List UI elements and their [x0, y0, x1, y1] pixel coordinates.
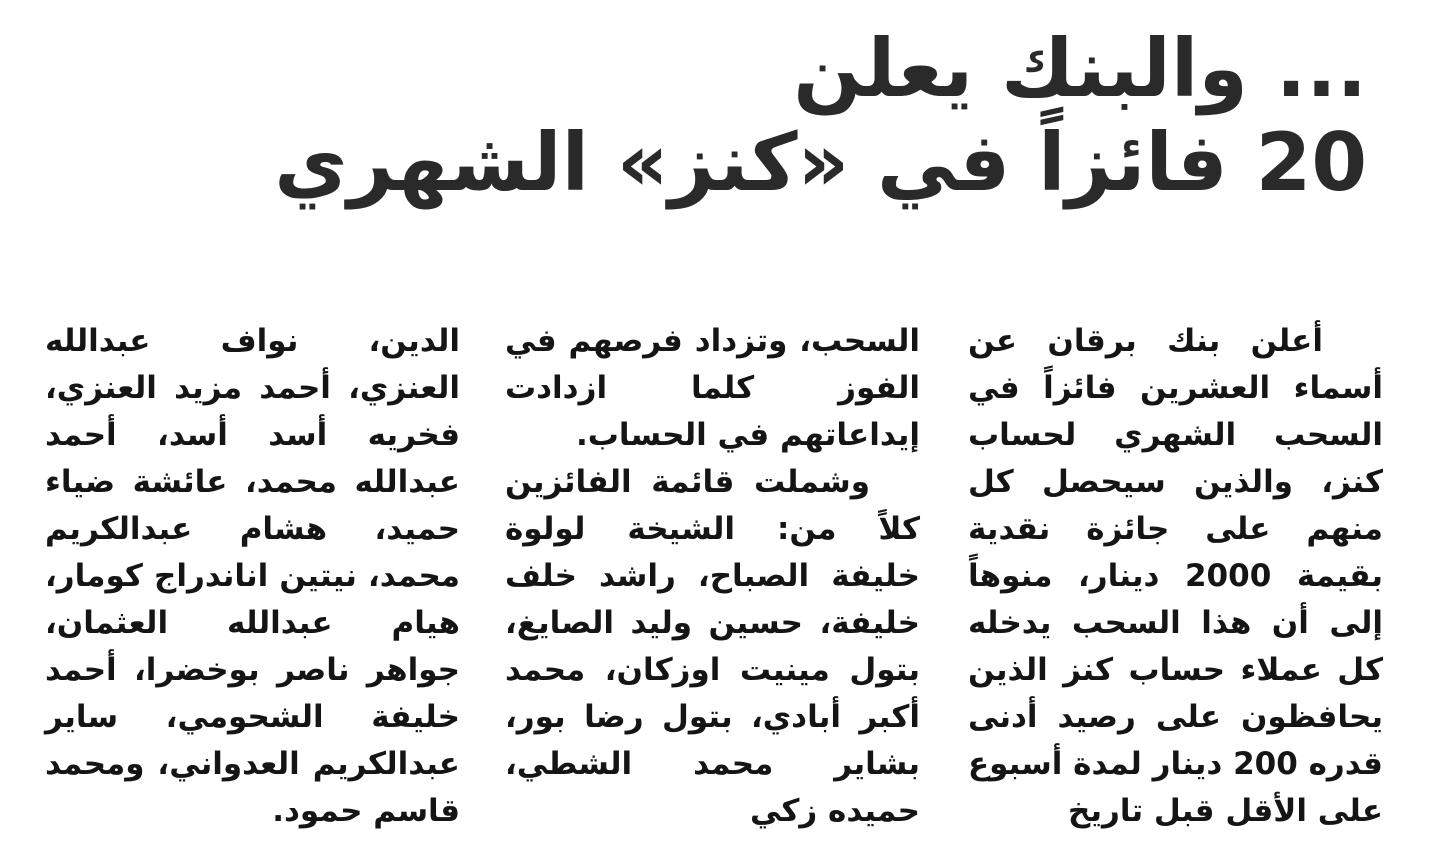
- column-2-paragraph-2: وشملت قائمة الفائزين كلاً من: الشيخة لولوة خليفة الصباح، راشد خلف خليفة، حسين وليد الصايغ، بتول مينيت اوزكان، محمد أكبر أبادي، بتول رضا بور، بشاير محمد الشطي، حميده زكي: [505, 464, 920, 829]
- headline-line-1: ... والبنك يعلن: [793, 22, 1367, 115]
- article-column-3: [45, 318, 460, 835]
- column-3-paragraph: الدين، نواف عبدالله العنزي، أحمد مزيد العنزي، فخريه أسد أسد، أحمد عبدالله محمد، عائشة ضياء حميد، هشام عبدالكريم محمد، نيتين اناندراج كومار، هيام عبدالله العثمان، جواهر ناصر بوخضرا، أحمد خليفة الشحومي، ساير عبدالكريم العدواني، ومحمد قاسم حمود.: [45, 323, 460, 829]
- article-column-2: [505, 318, 920, 835]
- article-headline: [274, 22, 1367, 210]
- column-2-paragraph-1: السحب، وتزداد فرصهم في الفوز كلما ازدادت إيداعاتهم في الحساب.: [505, 323, 920, 453]
- article-column-1: [968, 318, 1383, 835]
- column-1-paragraph: أعلن بنك برقان عن أسماء العشرين فائزاً في السحب الشهري لحساب كنز، والذين سيحصل كل منهم على جائزة نقدية بقيمة 2000 دينار، منوهاً إلى أن هذا السحب يدخله كل عملاء حساب كنز الذين يحافظون على رصيد أدنى قدره 200 دينار لمدة أسبوع على الأقل قبل تاريخ: [968, 323, 1384, 829]
- headline-line-2: 20 فائزاً في «كنز» الشهري: [274, 116, 1367, 209]
